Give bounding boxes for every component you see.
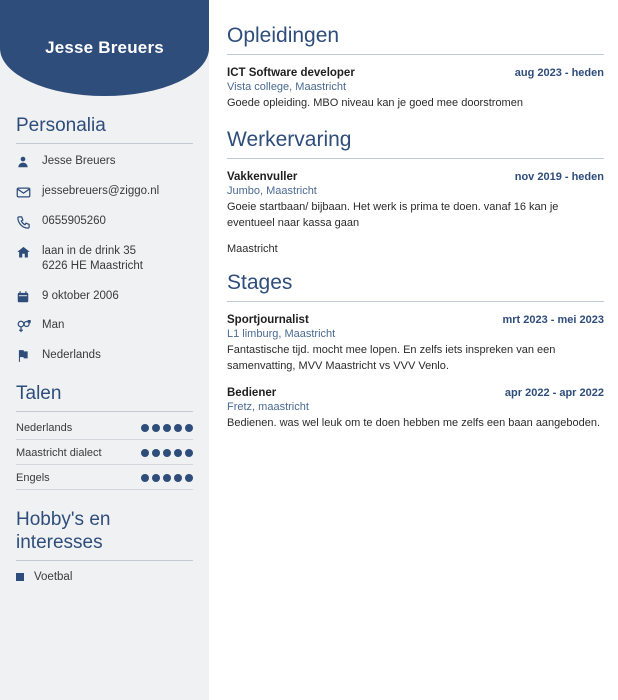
hobbys-section (0, 508, 209, 583)
entry-item (227, 67, 604, 112)
entry-header (227, 171, 604, 183)
language-row (16, 422, 193, 434)
sidebar (0, 0, 209, 700)
entry-role: Vakkenvuller (227, 170, 298, 183)
rating-dot (163, 449, 171, 457)
divider (16, 560, 193, 561)
address-line-1: laan in de drink 35 (42, 244, 136, 257)
square-bullet-icon (16, 573, 24, 581)
entry-role: Sportjournalist (227, 313, 309, 326)
entry-date: nov 2019 - heden (514, 170, 604, 183)
contact-row-nationality (16, 348, 193, 364)
rating-dot (141, 449, 149, 457)
section-title: Stages (227, 270, 293, 294)
contact-text: 9 oktober 2006 (42, 289, 119, 302)
entry-organisation: Vista college, Maastricht (227, 81, 347, 93)
contact-text (42, 244, 143, 275)
contact-row-birthdate (16, 289, 193, 305)
entry-item (227, 387, 604, 432)
rating-dot (152, 424, 160, 432)
divider (16, 464, 193, 465)
talen-title: Talen (16, 382, 62, 404)
list-item (16, 571, 193, 583)
entry-item (227, 314, 604, 375)
divider (16, 143, 193, 144)
home-icon (16, 244, 42, 260)
divider (227, 158, 604, 159)
candidate-name: Jesse Breuers (45, 38, 164, 57)
rating-dot (174, 449, 182, 457)
rating-dot (185, 474, 193, 482)
rating-dot (152, 449, 160, 457)
rating-dot (185, 424, 193, 432)
entry-description: Bedienen. was wel leuk om te doen hebben me zelfs een baan aangeboden. (227, 416, 601, 429)
section-stages (227, 271, 604, 432)
language-rating (141, 449, 193, 457)
contact-row-address (16, 244, 193, 275)
gender-icon (16, 318, 42, 334)
language-row (16, 472, 193, 484)
phone-icon (16, 214, 42, 230)
divider (227, 54, 604, 55)
entry-description: Goede opleiding. MBO niveau kan je goed mee doorstromen (227, 97, 523, 109)
address-line-2: 6226 HE Maastricht (42, 260, 143, 273)
contact-row-gender (16, 318, 193, 334)
rating-dot (174, 474, 182, 482)
section-werkervaring (227, 128, 604, 255)
rating-dot (185, 449, 193, 457)
entry-header (227, 387, 604, 399)
rating-dot (174, 424, 182, 432)
contact-text: 0655905260 (42, 214, 106, 227)
personalia-title: Personalia (16, 115, 106, 136)
hobby-label: Voetbal (34, 571, 73, 584)
language-rating (141, 424, 193, 432)
language-label: Maastricht dialect (16, 446, 102, 459)
entry-header (227, 314, 604, 326)
rating-dot (141, 474, 149, 482)
divider (16, 439, 193, 440)
section-opleidingen (227, 24, 604, 112)
calendar-icon (16, 289, 42, 304)
contact-text: Nederlands (42, 349, 101, 362)
language-label: Nederlands (16, 421, 73, 434)
main-content (209, 0, 618, 700)
section-title: Opleidingen (227, 24, 340, 47)
contact-text[interactable]: jessebreuers@ziggo.nl (42, 184, 160, 197)
divider (227, 301, 604, 302)
section-title: Werkervaring (227, 127, 352, 151)
rating-dot (163, 474, 171, 482)
divider (16, 489, 193, 490)
entry-item (227, 171, 604, 255)
divider (16, 411, 193, 412)
personalia-section (0, 114, 209, 364)
language-label: Engels (16, 471, 50, 484)
language-rating (141, 474, 193, 482)
hobbys-title: Hobby's en interesses (16, 508, 111, 554)
entry-description: Goeie startbaan/ bijbaan. Het werk is prima te doen. vanaf 16 kan je eventueel naar kassa gaan (227, 200, 559, 229)
envelope-icon (16, 184, 42, 200)
entry-organisation: L1 limburg, Maastricht (227, 327, 336, 340)
flag-icon (16, 348, 42, 363)
entry-date: apr 2022 - apr 2022 (504, 386, 604, 399)
contact-row-email (16, 184, 193, 200)
talen-section (0, 382, 209, 490)
rating-dot (152, 474, 160, 482)
entry-organisation: Jumbo, Maastricht (227, 184, 317, 197)
contact-text: Man (42, 319, 65, 332)
language-row (16, 447, 193, 459)
entry-location: Maastricht (227, 242, 278, 255)
entry-role: ICT Software developer (227, 67, 355, 79)
rating-dot (141, 424, 149, 432)
contact-text: Jesse Breuers (42, 155, 116, 168)
entry-date: aug 2023 - heden (514, 67, 604, 79)
entry-date: mrt 2023 - mei 2023 (502, 313, 604, 326)
entry-organisation: Fretz, maastricht (227, 400, 309, 413)
rating-dot (163, 424, 171, 432)
contact-row-name (16, 154, 193, 170)
entry-header (227, 67, 604, 79)
name-banner (0, 0, 209, 96)
person-icon (16, 154, 42, 169)
contact-row-phone (16, 214, 193, 230)
entry-role: Bediener (227, 386, 277, 399)
entry-description: Fantastische tijd. mocht mee lopen. En zelfs iets inspreken van een samenvatting, MVV Maastricht vs VVV Venlo. (227, 343, 556, 372)
